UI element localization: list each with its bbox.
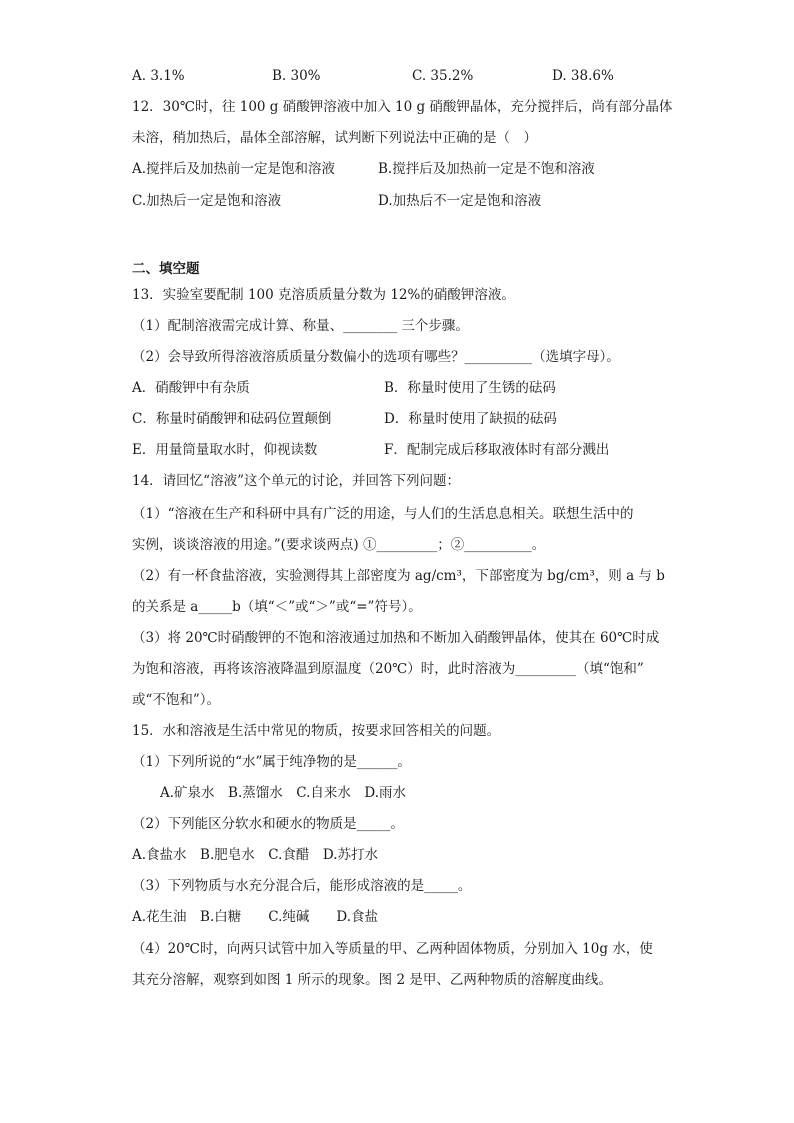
q13-option-e: E．用量筒量取水时，仰视读数 [132,442,318,458]
q14-sub3-line2: 为饱和溶液，再将该溶液降温到原温度（20℃）时，此时溶液为_________（填“饱和” [132,661,644,677]
q13-sub2: （2）会导致所得溶液溶质质量分数偏小的选项有哪些？__________（选填字母）。 [132,349,620,365]
q15-sub2: （2）下列能区分软水和硬水的物质是_____。 [132,816,404,832]
q11-option-c: C. 35.2% [412,68,474,84]
q15-sub4-line2: 其充分溶解，观察到如图 1 所示的现象。图 2 是甲、乙两种物质的溶解度曲线。 [132,972,612,988]
q14-sub2-line1: （2）有一杯食盐溶液，实验测得其上部密度为 ag/cm³，下部密度为 bg/cm³，则 a 与 b [132,568,665,584]
section-title-fill-in: 二、填空题 [132,261,200,277]
q13-option-f: F．配制完成后移取液体时有部分溅出 [384,442,610,458]
q15-sub1-options: A.矿泉水 B.蒸馏水 C.自来水 D.雨水 [160,785,407,801]
q15-sub4-line1: （4）20℃时，向两只试管中加入等质量的甲、乙两种固体物质，分别加入 10g 水，使 [132,941,653,957]
q12-option-c: C.加热后一定是饱和溶液 [132,193,282,209]
q11-option-d: D. 38.6% [552,68,614,84]
q13-option-a: A．硝酸钾中有杂质 [132,380,250,396]
q15-stem: 15．水和溶液是生活中常见的物质，按要求回答相关的问题。 [132,723,501,739]
q13-stem: 13．实验室要配制 100 克溶质质量分数为 12%的硝酸钾溶液。 [132,287,515,303]
q14-sub1-line1: （1）“溶液在生产和科研中具有广泛的用途，与人们的生活息息相关。联想生活中的 [132,506,634,522]
q12-option-a: A.搅拌后及加热前一定是饱和溶液 [132,161,336,177]
q13-sub1: （1）配制溶液需完成计算、称量、________ 三个步骤。 [132,318,469,334]
q14-sub1-line2: 实例，谈谈溶液的用途。”(要求谈两点) ①_________；②__________。 [132,537,546,553]
q14-sub3-line3: 或“不饱和”）。 [132,692,221,708]
q11-option-b: B. 30% [272,68,321,84]
q15-sub1: （1）下列所说的“水”属于纯净物的是______。 [132,754,411,770]
q15-sub3: （3）下列物质与水充分混合后，能形成溶液的是_____。 [132,878,472,894]
q14-stem: 14．请回忆“溶液”这个单元的讨论，并回答下列问题： [132,473,460,489]
q14-sub3-line1: （3）将 20℃时硝酸钾的不饱和溶液通过加热和不断加入硝酸钾晶体，使其在 60℃时成 [132,630,660,646]
q12-option-d: D.加热后不一定是饱和溶液 [378,193,542,209]
q12-stem-line1: 12．30℃时，往 100 g 硝酸钾溶液中加入 10 g 硝酸钾晶体，充分搅拌后，尚有部分晶体 [132,99,673,115]
q13-option-c: C．称量时硝酸钾和砝码位置颠倒 [132,411,332,427]
q15-sub3-options: A.花生油 B.白糖 C.纯碱 D.食盐 [132,909,379,925]
q14-sub2-line2: 的关系是 a_____b（填“＜”或“＞”或“=”符号）。 [132,599,422,615]
q13-option-b: B．称量时使用了生锈的砝码 [384,380,556,396]
q13-option-d: D．称量时使用了缺损的砝码 [384,411,557,427]
q11-option-a: A. 3.1% [132,68,185,84]
q12-stem-line2: 未溶，稍加热后，晶体全部溶解，试判断下列说法中正确的是（ ） [132,130,537,146]
q15-sub2-options: A.食盐水 B.肥皂水 C.食醋 D.苏打水 [132,847,379,863]
q12-option-b: B.搅拌后及加热前一定是不饱和溶液 [378,161,595,177]
